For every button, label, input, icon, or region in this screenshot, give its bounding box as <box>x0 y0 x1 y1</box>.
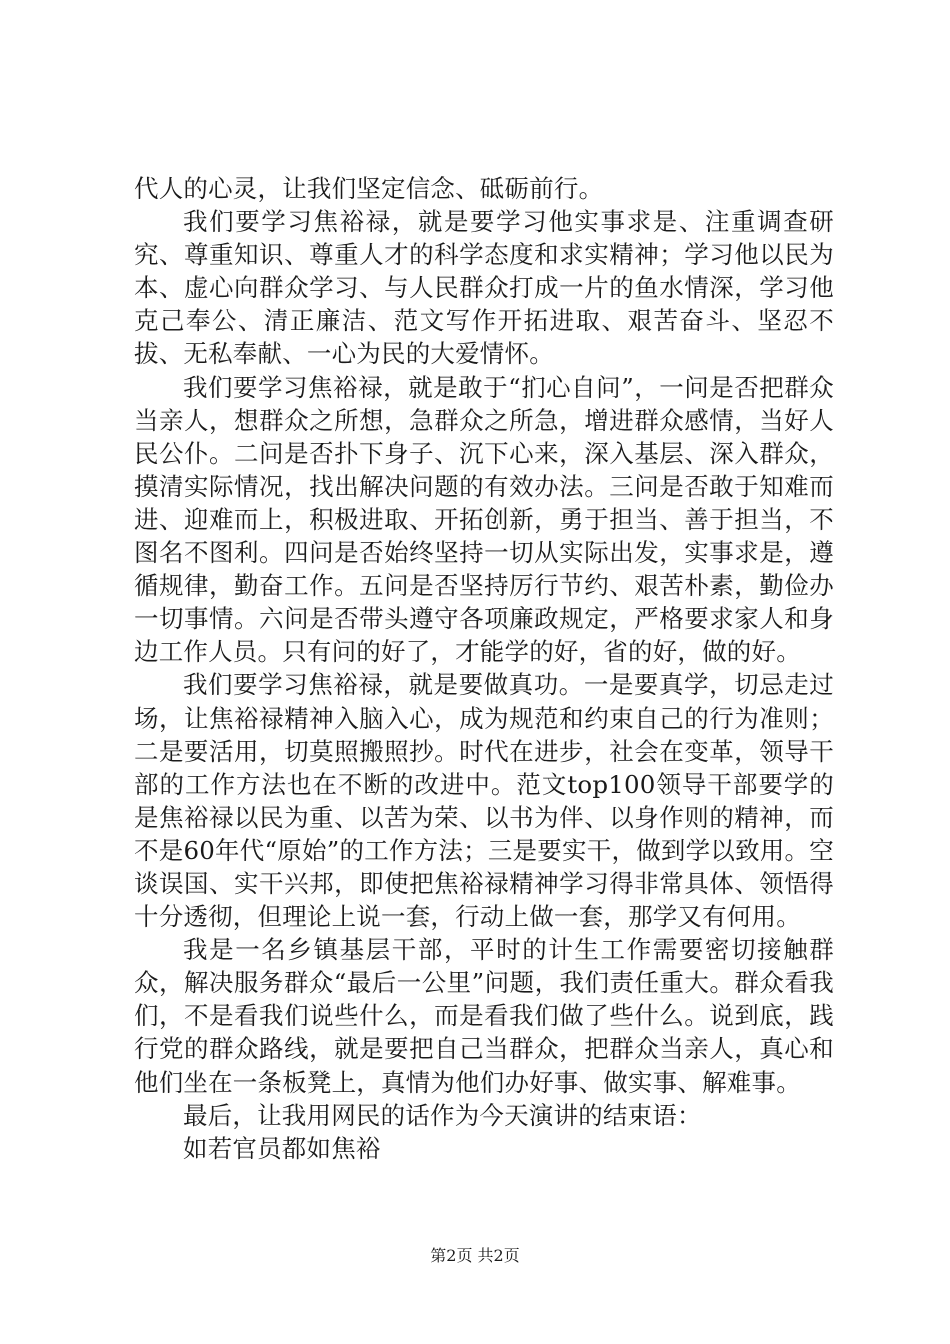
page-footer: 第2页 共2页 <box>430 1246 520 1265</box>
paragraph-personal-duty: 我是一名乡镇基层干部，平时的计生工作需要密切接触群众，解决服务群众“最后一公里”问题，我们责任重大。群众看我们，不是看我们说些什么，而是看我们做了些什么。说到底，践行党的群众路线，就是要把自己当群众，把群众当亲人，真心和他们坐在一条板凳上，真情为他们办好事、做实事、解难事。 <box>134 935 834 1097</box>
paragraph-self-reflection: 我们要学习焦裕禄，就是敢于“扪心自问”，一问是否把群众当亲人，想群众之所想，急群众之所急，增进群众感情，当好人民公仆。二问是否扑下身子、沉下心来，深入基层、深入群众，摸清实际情况，找出解决问题的有效办法。三问是否敢于知难而进、迎难而上，积极进取、开拓创新，勇于担当、善于担当，不图名不图利。四问是否始终坚持一切从实际出发，实事求是，遵循规律，勤奋工作。五问是否坚持厉行节约、艰苦朴素，勤俭办一切事情。六问是否带头遵守各项廉政规定，严格要求家人和身边工作人员。只有问的好了，才能学的好，省的好，做的好。 <box>134 372 834 667</box>
paragraph-closing-quote: 如若官员都如焦裕 <box>183 1133 381 1163</box>
paragraph-real-work: 我们要学习焦裕禄，就是要做真功。一是要真学，切忌走过场，让焦裕禄精神入脑入心，成为规范和约束自己的行为准则；二是要活用，切莫照搬照抄。时代在进步，社会在变革，领导干部的工作方法也在不断的改进中。范文top100领导干部要学的是焦裕禄以民为重、以苦为荣、以书为伴、以身作则的精神，而不是60年代“原始”的工作方法；三是要实干，做到学以致用。空谈误国、实干兴邦，即使把焦裕禄精神学习得非常具体、领悟得十分透彻，但理论上说一套，行动上做一套，那学又有何用。 <box>134 670 834 932</box>
paragraph-closing-intro: 最后，让我用网民的话作为今天演讲的结束语： <box>183 1100 702 1130</box>
paragraph-continuation: 代人的心灵，让我们坚定信念、砥砺前行。 <box>134 174 604 203</box>
document-body <box>134 172 834 1165</box>
paragraph-learn-spirit: 我们要学习焦裕禄，就是要学习他实事求是、注重调查研究、尊重知识、尊重人才的科学态度和求实精神；学习他以民为本、虚心向群众学习、与人民群众打成一片的鱼水情深，学习他克己奉公、清正廉洁、范文写作开拓进取、艰苦奋斗、坚忍不拔、无私奉献、一心为民的大爱情怀。 <box>134 207 834 369</box>
